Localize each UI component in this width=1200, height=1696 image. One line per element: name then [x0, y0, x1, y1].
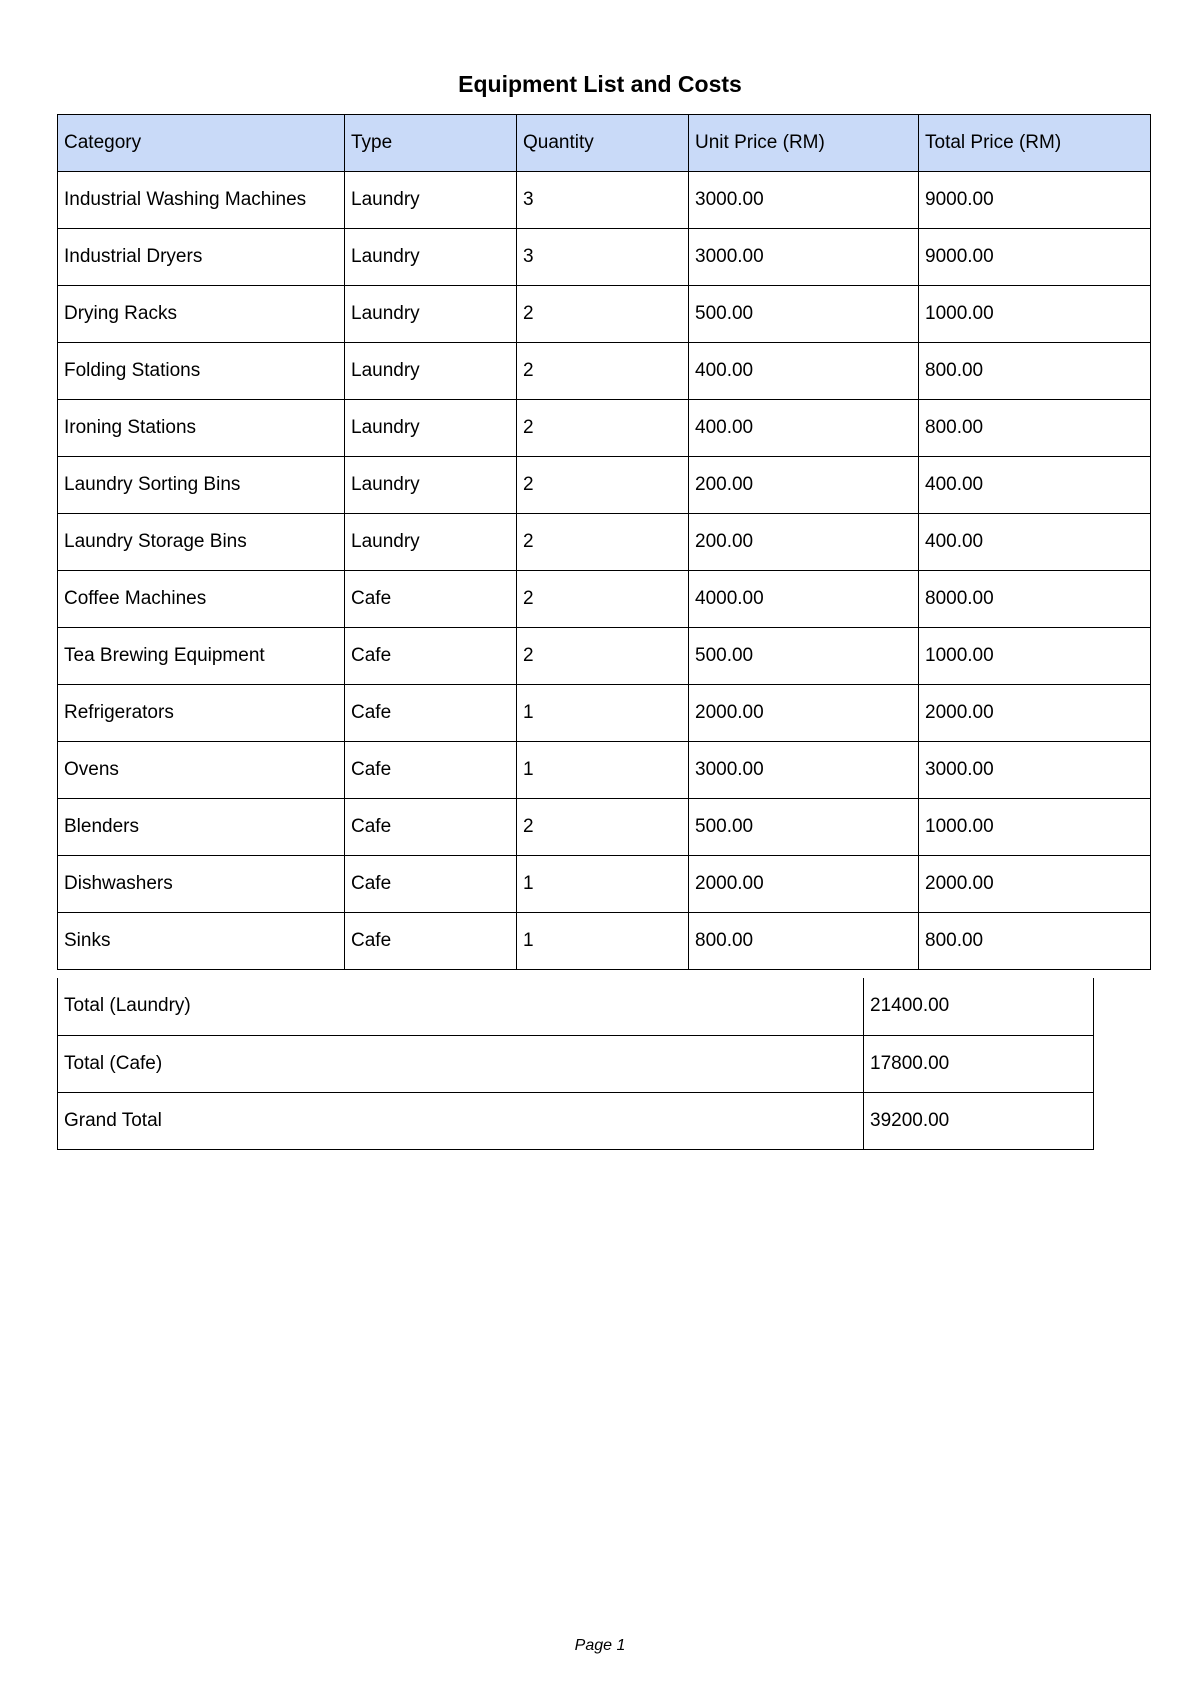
cell-unit-price: 200.00 — [689, 514, 919, 571]
totals-label: Total (Cafe) — [58, 1035, 864, 1092]
column-header-type: Type — [345, 115, 517, 172]
totals-label: Total (Laundry) — [58, 978, 864, 1035]
equipment-table — [57, 114, 1151, 970]
cell-category: Ironing Stations — [58, 400, 345, 457]
cell-quantity: 2 — [517, 400, 689, 457]
cell-quantity: 2 — [517, 457, 689, 514]
cell-quantity: 2 — [517, 286, 689, 343]
cell-quantity: 2 — [517, 628, 689, 685]
table-row — [58, 229, 1151, 286]
cell-type: Laundry — [345, 457, 517, 514]
column-header-total-price: Total Price (RM) — [919, 115, 1151, 172]
totals-row — [58, 1092, 1094, 1149]
table-row — [58, 571, 1151, 628]
totals-label: Grand Total — [58, 1092, 864, 1149]
totals-value: 21400.00 — [864, 978, 1094, 1035]
table-row — [58, 742, 1151, 799]
cell-total-price: 400.00 — [919, 457, 1151, 514]
cell-type: Cafe — [345, 685, 517, 742]
cell-total-price: 2000.00 — [919, 685, 1151, 742]
cell-total-price: 1000.00 — [919, 286, 1151, 343]
column-header-category: Category — [58, 115, 345, 172]
cell-unit-price: 500.00 — [689, 799, 919, 856]
cell-quantity: 3 — [517, 229, 689, 286]
cell-type: Laundry — [345, 343, 517, 400]
table-row — [58, 856, 1151, 913]
cell-category: Industrial Dryers — [58, 229, 345, 286]
cell-type: Laundry — [345, 286, 517, 343]
cell-type: Cafe — [345, 856, 517, 913]
cell-total-price: 8000.00 — [919, 571, 1151, 628]
cell-quantity: 2 — [517, 343, 689, 400]
cell-type: Cafe — [345, 799, 517, 856]
table-row — [58, 514, 1151, 571]
cell-quantity: 3 — [517, 172, 689, 229]
cell-category: Laundry Storage Bins — [58, 514, 345, 571]
cell-total-price: 3000.00 — [919, 742, 1151, 799]
cell-quantity: 1 — [517, 913, 689, 970]
cell-category: Coffee Machines — [58, 571, 345, 628]
page-number: Page 1 — [574, 1637, 626, 1654]
equipment-table-body — [58, 115, 1151, 970]
cell-unit-price: 500.00 — [689, 628, 919, 685]
table-row — [58, 172, 1151, 229]
cell-quantity: 1 — [517, 856, 689, 913]
cell-type: Laundry — [345, 229, 517, 286]
table-row — [58, 628, 1151, 685]
cell-category: Laundry Sorting Bins — [58, 457, 345, 514]
page-title: Equipment List and Costs — [458, 71, 742, 97]
cell-type: Laundry — [345, 172, 517, 229]
totals-value: 39200.00 — [864, 1092, 1094, 1149]
cell-unit-price: 3000.00 — [689, 229, 919, 286]
cell-total-price: 2000.00 — [919, 856, 1151, 913]
cell-unit-price: 4000.00 — [689, 571, 919, 628]
totals-row — [58, 1035, 1094, 1092]
cell-type: Cafe — [345, 571, 517, 628]
cell-total-price: 9000.00 — [919, 172, 1151, 229]
cell-total-price: 400.00 — [919, 514, 1151, 571]
cell-unit-price: 200.00 — [689, 457, 919, 514]
cell-category: Folding Stations — [58, 343, 345, 400]
cell-category: Ovens — [58, 742, 345, 799]
cell-category: Dishwashers — [58, 856, 345, 913]
cell-total-price: 1000.00 — [919, 799, 1151, 856]
cell-total-price: 9000.00 — [919, 229, 1151, 286]
cell-category: Drying Racks — [58, 286, 345, 343]
cell-type: Cafe — [345, 913, 517, 970]
cell-quantity: 2 — [517, 514, 689, 571]
table-row — [58, 400, 1151, 457]
table-row — [58, 685, 1151, 742]
cell-type: Laundry — [345, 514, 517, 571]
cell-type: Cafe — [345, 628, 517, 685]
table-header-row — [58, 115, 1151, 172]
column-header-unit-price: Unit Price (RM) — [689, 115, 919, 172]
cell-total-price: 1000.00 — [919, 628, 1151, 685]
cell-unit-price: 3000.00 — [689, 742, 919, 799]
table-row — [58, 343, 1151, 400]
cell-unit-price: 800.00 — [689, 913, 919, 970]
table-row — [58, 913, 1151, 970]
cell-category: Sinks — [58, 913, 345, 970]
cell-unit-price: 400.00 — [689, 343, 919, 400]
cell-type: Cafe — [345, 742, 517, 799]
totals-row — [58, 978, 1094, 1035]
cell-quantity: 2 — [517, 571, 689, 628]
cell-category: Blenders — [58, 799, 345, 856]
cell-category: Industrial Washing Machines — [58, 172, 345, 229]
cell-unit-price: 2000.00 — [689, 685, 919, 742]
cell-total-price: 800.00 — [919, 400, 1151, 457]
cell-total-price: 800.00 — [919, 343, 1151, 400]
totals-value: 17800.00 — [864, 1035, 1094, 1092]
cell-category: Tea Brewing Equipment — [58, 628, 345, 685]
totals-table-body — [58, 978, 1094, 1149]
table-row — [58, 286, 1151, 343]
cell-quantity: 2 — [517, 799, 689, 856]
column-header-quantity: Quantity — [517, 115, 689, 172]
cell-type: Laundry — [345, 400, 517, 457]
cell-quantity: 1 — [517, 742, 689, 799]
cell-unit-price: 500.00 — [689, 286, 919, 343]
cell-unit-price: 400.00 — [689, 400, 919, 457]
cell-total-price: 800.00 — [919, 913, 1151, 970]
cell-quantity: 1 — [517, 685, 689, 742]
table-row — [58, 799, 1151, 856]
table-row — [58, 457, 1151, 514]
cell-unit-price: 2000.00 — [689, 856, 919, 913]
totals-table — [57, 978, 1094, 1150]
cell-category: Refrigerators — [58, 685, 345, 742]
cell-unit-price: 3000.00 — [689, 172, 919, 229]
